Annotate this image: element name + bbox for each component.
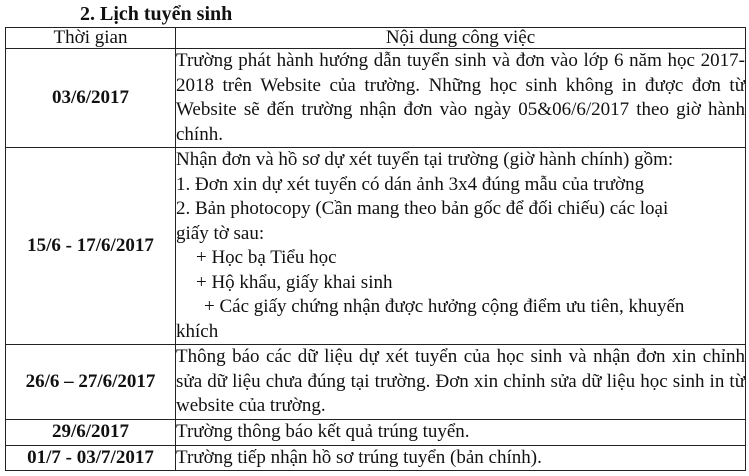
table-row [6, 345, 746, 420]
table-row [6, 49, 746, 148]
table-row [6, 148, 746, 345]
row-content: Thông báo các dữ liệu dự xét tuyển của học sinh và nhận đơn xin chỉnh sửa dữ liệu chưa đúng tại trường. Đơn xin chỉnh sửa dữ liệu học sinh in từ website của trường. [176, 345, 746, 420]
table-row [6, 445, 746, 471]
content-line: + Các giấy chứng nhận được hưởng cộng điểm ưu tiên, khuyến [204, 296, 685, 317]
row-time: 29/6/2017 [6, 420, 176, 446]
content-line: + Hộ khẩu, giấy khai sinh [196, 271, 393, 293]
content-line: giấy tờ sau: [176, 222, 265, 244]
table-header-row [6, 28, 746, 49]
row-content: Trường phát hành hướng dẫn tuyển sinh và đơn vào lớp 6 năm học 2017-2018 trên Website của trường. Những học sinh không in được đơn từ Website sẽ đến trường nhận đơn vào ngày 05&06/6/2017 theo giờ hành chính. [176, 49, 746, 148]
admission-schedule-table [5, 27, 746, 471]
content-line: Nhận đơn và hồ sơ dự xét tuyển tại trường (giờ hành chính) gồm: [176, 149, 674, 170]
column-header-content: Nội dung công việc [176, 28, 746, 49]
content-line: + Học bạ Tiểu học [196, 247, 337, 268]
section-title: 2. Lịch tuyển sinh [80, 3, 233, 25]
row-time: 15/6 - 17/6/2017 [6, 148, 176, 345]
table-row [6, 420, 746, 446]
row-content [176, 148, 746, 345]
row-content: Trường thông báo kết quả trúng tuyển. [176, 420, 746, 446]
row-content: Trường tiếp nhận hồ sơ trúng tuyển (bản chính). [176, 445, 746, 471]
row-time: 01/7 - 03/7/2017 [6, 445, 176, 471]
content-line: 2. Bản photocopy (Cần mang theo bản gốc để đối chiếu) các loại [176, 198, 669, 219]
column-header-time: Thời gian [6, 28, 176, 49]
content-line: 1. Đơn xin dự xét tuyển có dán ảnh 3x4 đúng mẫu của trường [176, 173, 645, 195]
row-time: 03/6/2017 [6, 49, 176, 148]
row-time: 26/6 – 27/6/2017 [6, 345, 176, 420]
content-line: khích [176, 320, 219, 342]
